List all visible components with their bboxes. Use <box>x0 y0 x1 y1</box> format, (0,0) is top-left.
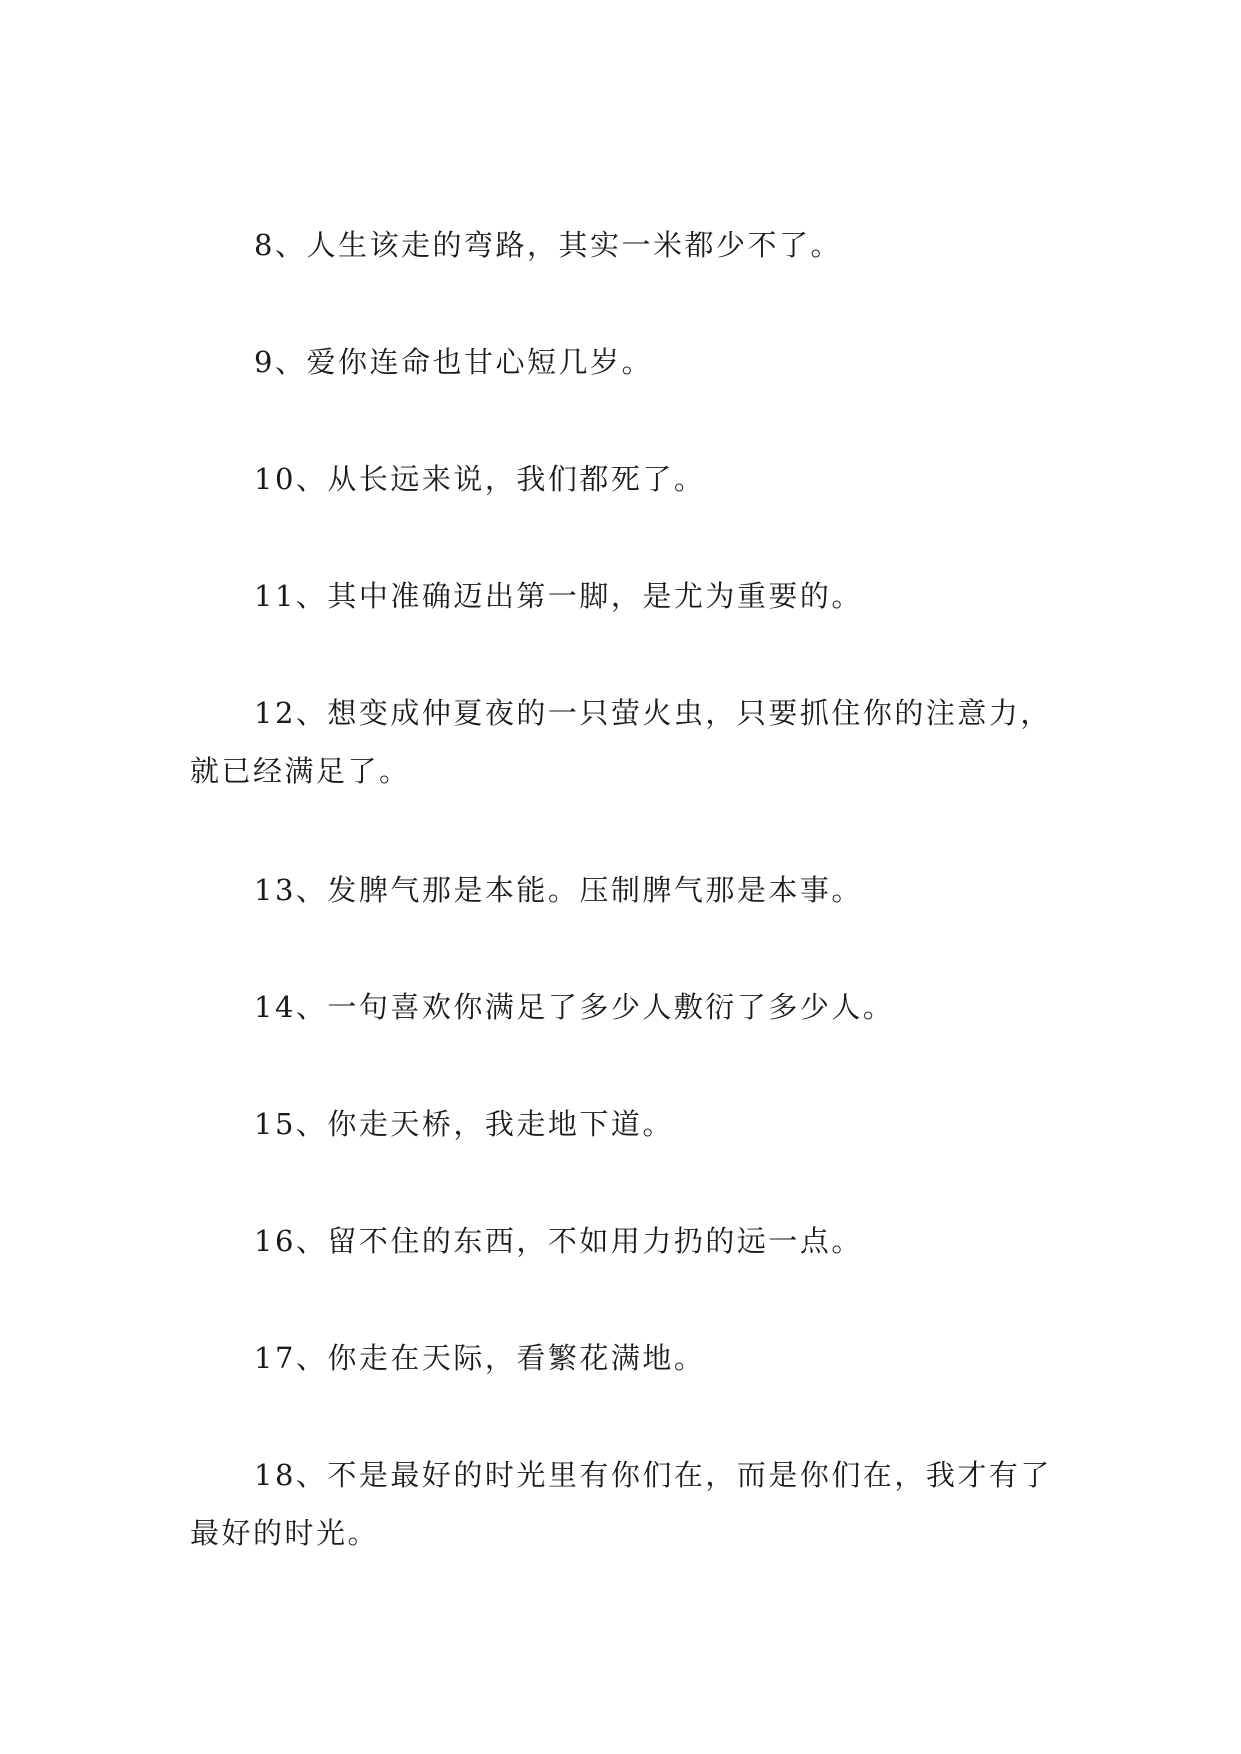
paragraph-8: 8、人生该走的弯路，其实一米都少不了。 <box>254 228 842 262</box>
paragraph-17: 17、你走在天际，看繁花满地。 <box>254 1341 706 1375</box>
paragraph-11: 11、其中准确迈出第一脚，是尤为重要的。 <box>254 579 863 613</box>
paragraph-14: 14、一句喜欢你满足了多少人敷衍了多少人。 <box>254 990 895 1024</box>
paragraph-18: 18、不是最好的时光里有你们在，而是你们在，我才有了最好的时光。 <box>190 1458 1052 1550</box>
paragraph-15: 15、你走天桥，我走地下道。 <box>254 1107 674 1141</box>
paragraph-9: 9、爱你连命也甘心短几岁。 <box>254 345 653 379</box>
paragraph-13: 13、发脾气那是本能。压制脾气那是本事。 <box>254 873 863 907</box>
paragraph-16: 16、留不住的东西，不如用力扔的远一点。 <box>254 1224 863 1258</box>
paragraph-12: 12、想变成仲夏夜的一只萤火虫，只要抓住你的注意力，就已经满足了。 <box>190 696 1052 788</box>
paragraph-10: 10、从长远来说，我们都死了。 <box>254 462 706 496</box>
